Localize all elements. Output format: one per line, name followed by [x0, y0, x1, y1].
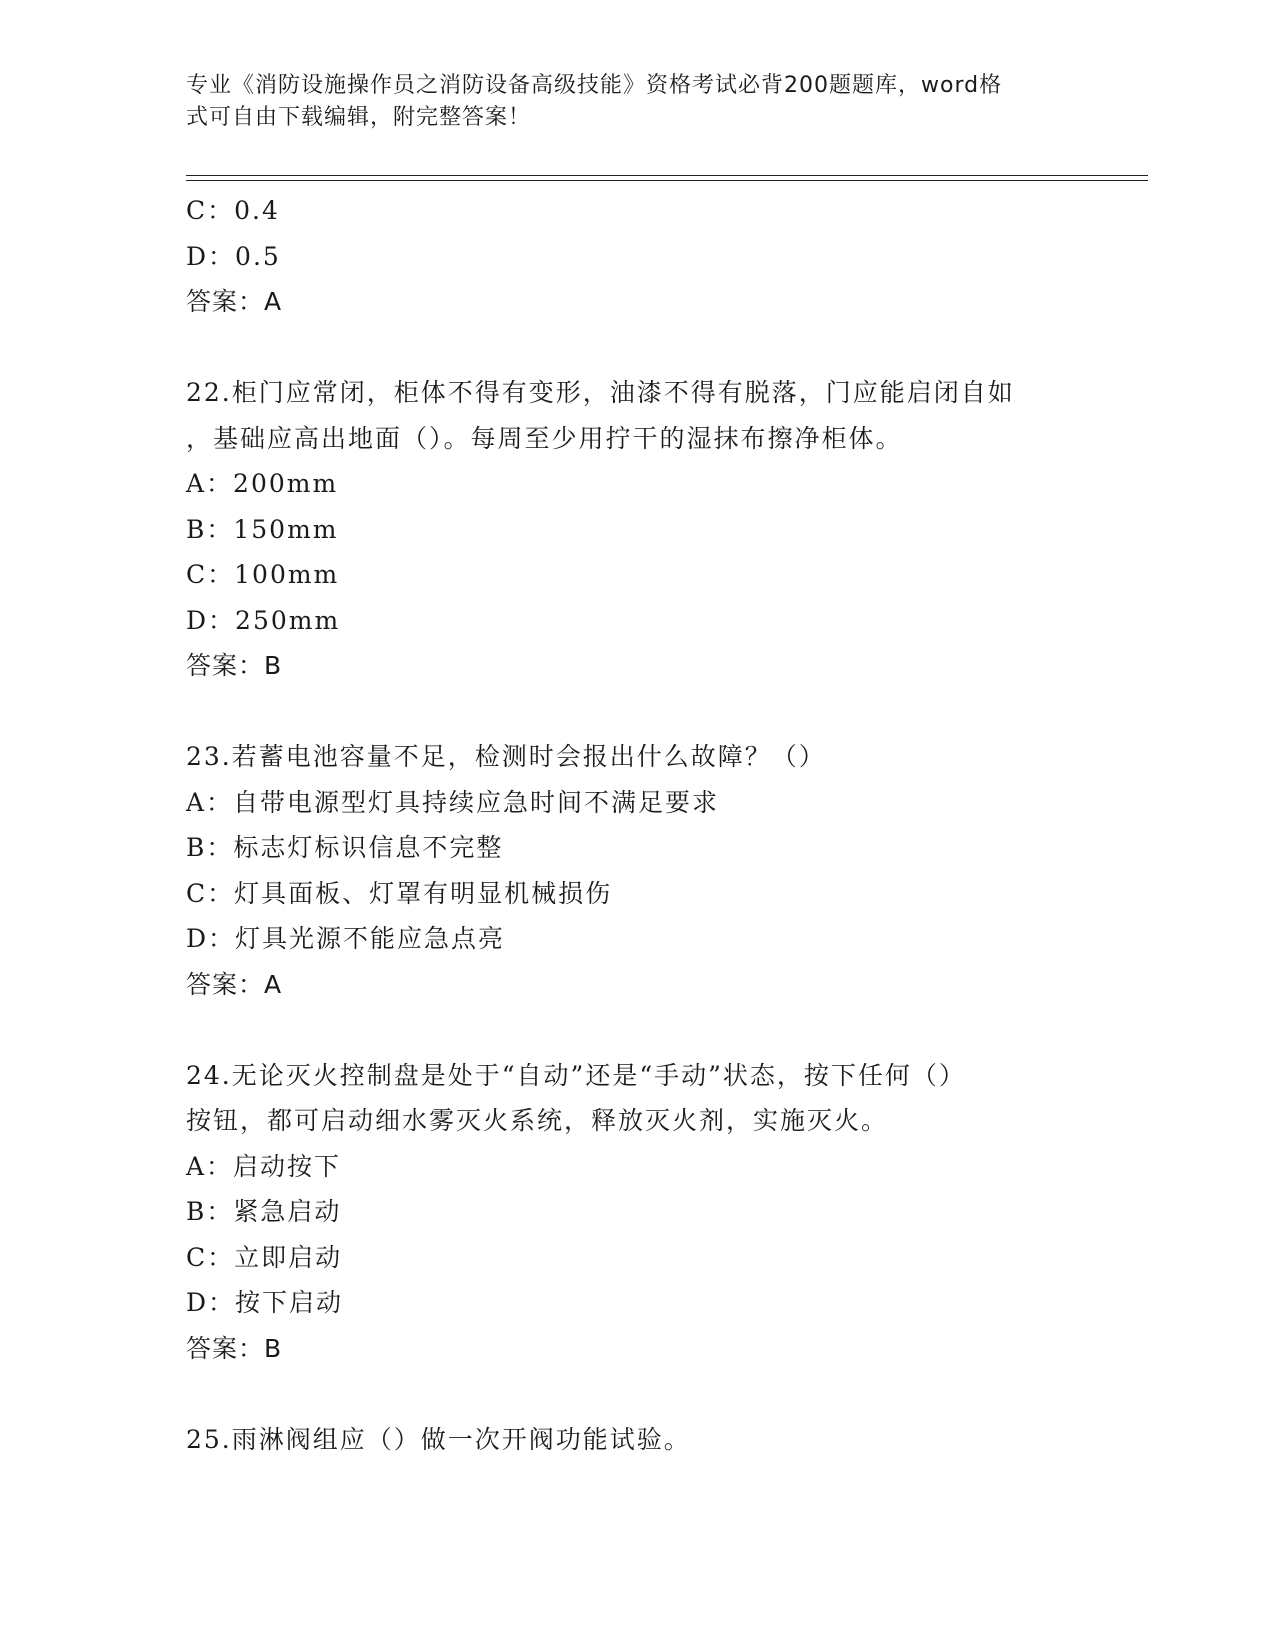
question-24 [186, 1053, 1106, 1372]
spacer [186, 1371, 1106, 1417]
question-25 [186, 1417, 1106, 1463]
spacer [186, 1007, 1106, 1053]
question-text: ，基础应高出地面（）。每周至少用拧干的湿抹布擦净柜体。 [186, 423, 903, 453]
question-text: 23.若蓄电池容量不足，检测时会报出什么故障？（） [186, 742, 826, 771]
page-header [186, 70, 1066, 134]
option-c: C：0.4 [186, 196, 280, 225]
question-text: 24.无论灭火控制盘是处于“自动”还是“手动”状态，按下任何（） [186, 1060, 966, 1090]
option-d: D：灯具光源不能应急点亮 [186, 924, 506, 953]
question-23 [186, 734, 1106, 1007]
header-rule-bottom [186, 180, 1148, 181]
previous-question-tail [186, 188, 1106, 325]
option-c: C：灯具面板、灯罩有明显机械损伤 [186, 878, 613, 908]
option-b: B：紧急启动 [186, 1197, 342, 1226]
option-c: C：立即启动 [186, 1242, 343, 1272]
header-rule-top [186, 175, 1148, 176]
option-a: A：200mm [186, 469, 339, 498]
question-22 [186, 370, 1106, 689]
question-list [186, 188, 1106, 1462]
header-line-1: 专业《消防设施操作员之消防设备高级技能》资格考试必背200题题库，word格 [186, 73, 1003, 98]
option-a: A：启动按下 [186, 1151, 342, 1181]
option-d: D：250mm [186, 605, 341, 635]
option-a: A：自带电源型灯具持续应急时间不满足要求 [186, 787, 720, 817]
answer: 答案：B [186, 1333, 283, 1363]
question-text: 25.雨淋阀组应（）做一次开阀功能试验。 [186, 1424, 691, 1454]
option-d: D：0.5 [186, 241, 281, 271]
answer: 答案：A [186, 287, 283, 316]
option-b: B：150mm [186, 514, 339, 544]
option-c: C：100mm [186, 560, 340, 589]
question-text: 22.柜门应常闭，柜体不得有变形，油漆不得有脱落，门应能启闭自如 [186, 378, 1015, 407]
spacer [186, 325, 1106, 371]
answer: 答案：A [186, 969, 283, 999]
spacer [186, 689, 1106, 735]
header-line-2: 式可自由下载编辑，附完整答案！ [186, 105, 532, 130]
question-text: 按钮，都可启动细水雾灭火系统，释放灭火剂，实施灭火。 [186, 1106, 889, 1135]
option-d: D：按下启动 [186, 1288, 344, 1317]
option-b: B：标志灯标识信息不完整 [186, 833, 504, 862]
answer: 答案：B [186, 651, 283, 680]
